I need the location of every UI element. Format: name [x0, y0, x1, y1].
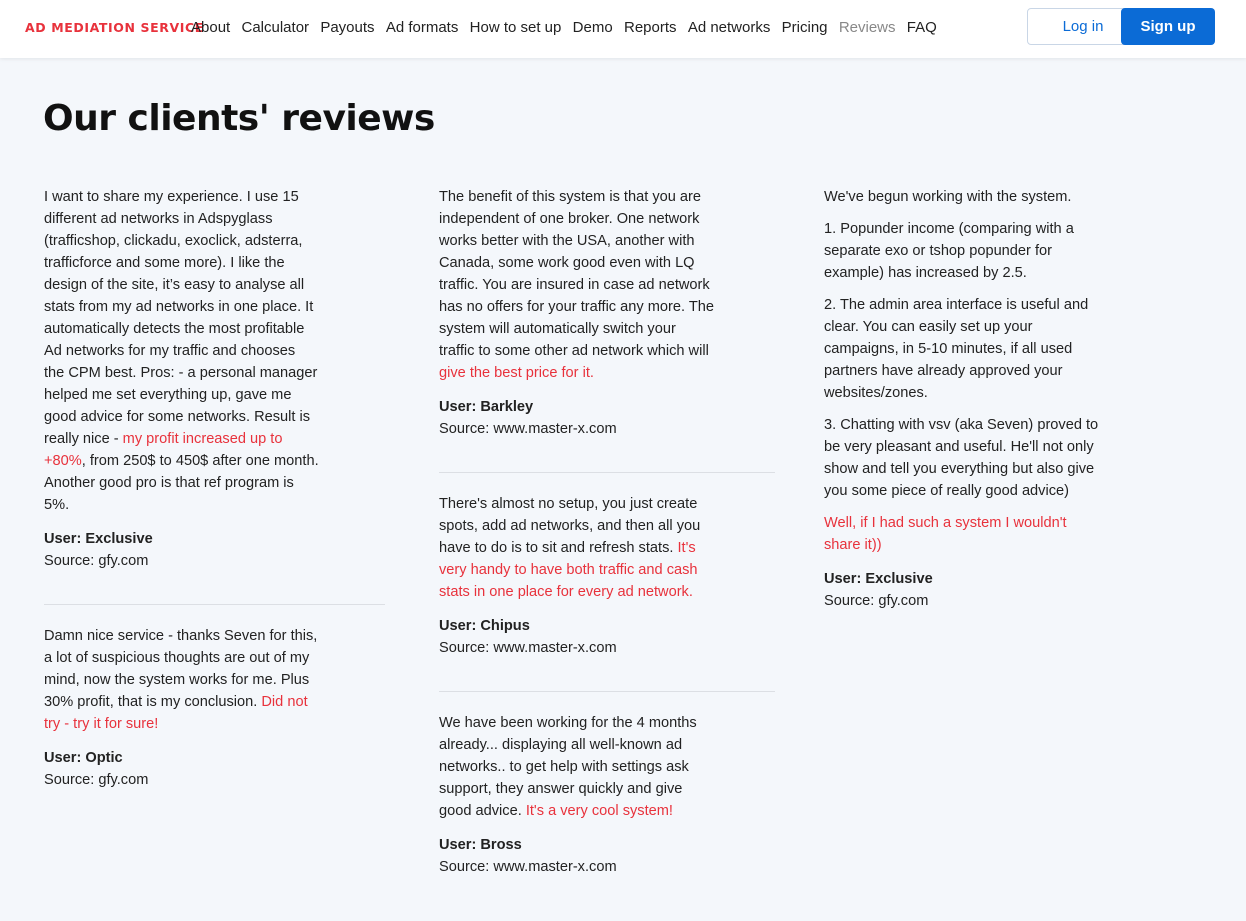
- nav-about[interactable]: About: [191, 19, 231, 36]
- review-text: Damn nice service - thanks Seven for this, a lot of suspicious thoughts are out of my mind, now the system works for me. Plus 30% profit, that is my conclusion. Did not try - try it for sure!: [44, 628, 318, 732]
- review-text: There's almost no setup, you just create spots, add ad networks, and then all you have to do is to sit and refresh stats. It's very handy to have both traffic and cash stats in one place for every ad network.: [439, 496, 701, 600]
- top-navigation-bar: [0, 0, 1246, 58]
- review-source: Source: www.master-x.com: [439, 859, 617, 875]
- nav-faq[interactable]: FAQ: [906, 19, 937, 36]
- review-source: Source: gfy.com: [824, 593, 929, 609]
- review-card: [44, 625, 385, 791]
- review-highlight: give the best price for it.: [439, 365, 594, 381]
- reviews-column-2: [439, 186, 775, 878]
- review-user: User: Chipus: [439, 618, 530, 634]
- review-text: 2. The admin area interface is useful and clear. You can easily set up your campaigns, in 5-10 minutes, if all used partners have already approved your websites/zones.: [824, 297, 1089, 401]
- review-text: I want to share my experience. I use 15 different ad networks in Adspyglass (trafficshop, clickadu, exoclick, adsterra, trafficforce and some more). I like the design of the site, it’s easy to analyse all stats from my ad networks in one place. It automatically detects the most profitable Ad networks for my traffic and chooses the CPM best. Pros: - a personal manager helped me set everything up, gave me good advice for some networks. Result is really nice - my profit increased up to +80%, from 250$ to 450$ after one month. Another good pro is that ref program is 5%.: [44, 189, 319, 513]
- review-card: [439, 186, 775, 440]
- nav-ad-networks[interactable]: Ad networks: [687, 19, 771, 36]
- review-text: We've begun working with the system.: [824, 189, 1072, 205]
- nav-pricing[interactable]: Pricing: [781, 19, 828, 36]
- review-source: Source: gfy.com: [44, 772, 149, 788]
- nav-ad-formats[interactable]: Ad formats: [385, 19, 459, 36]
- signup-button[interactable]: Sign up: [1121, 8, 1215, 45]
- divider: [439, 691, 775, 692]
- review-card: [44, 186, 385, 572]
- review-source: Source: www.master-x.com: [439, 640, 617, 656]
- review-text: 1. Popunder income (comparing with a separate exo or tshop popunder for example) has increased by 2.5.: [824, 221, 1074, 281]
- review-highlight: Did not try - try it for sure!: [44, 694, 308, 732]
- nav-payouts[interactable]: Payouts: [320, 19, 375, 36]
- review-highlight: It's very handy to have both traffic and cash stats in one place for every ad network.: [439, 540, 698, 600]
- review-highlight: Well, if I had such a system I wouldn't share it)): [824, 515, 1067, 553]
- nav-reports[interactable]: Reports: [623, 19, 677, 36]
- review-highlight: It's a very cool system!: [525, 803, 673, 819]
- reviews-column-1: [44, 186, 385, 791]
- review-card: [824, 186, 1104, 612]
- review-source: Source: gfy.com: [44, 553, 149, 569]
- divider: [439, 472, 775, 473]
- review-source: Source: www.master-x.com: [439, 421, 617, 437]
- review-user: User: Optic: [44, 750, 123, 766]
- review-text: The benefit of this system is that you are independent of one broker. One network works better with the USA, another with Canada, some work good even with LQ traffic. You are insured in case ad network has no offers for your traffic any more. The system will automatically switch your traffic to some other ad network which will give the best price for it.: [439, 189, 714, 381]
- review-user: User: Exclusive: [44, 531, 153, 547]
- nav-how-to-set-up[interactable]: How to set up: [469, 19, 562, 36]
- divider: [44, 604, 385, 605]
- main-nav: [191, 19, 948, 36]
- review-user: User: Exclusive: [824, 571, 933, 587]
- review-user: User: Barkley: [439, 399, 534, 415]
- review-card: [439, 712, 775, 878]
- reviews-column-3: [824, 186, 1104, 612]
- login-button[interactable]: Log in: [1027, 8, 1139, 45]
- site-logo[interactable]: AD MEDIATION SERVICE: [25, 20, 204, 35]
- nav-calculator[interactable]: Calculator: [241, 19, 310, 36]
- review-text: We have been working for the 4 months already... displaying all well-known ad networks.. to get help with settings ask support, they answer quickly and give good advice. It's a very cool system!: [439, 715, 697, 819]
- page-title: Our clients' reviews: [43, 98, 435, 139]
- review-user: User: Bross: [439, 837, 522, 853]
- nav-demo[interactable]: Demo: [572, 19, 613, 36]
- review-card: [439, 493, 775, 659]
- nav-reviews[interactable]: Reviews: [838, 19, 896, 36]
- review-text: 3. Chatting with vsv (aka Seven) proved to be very pleasant and useful. He'll not only show and tell you everything but also give you some piece of really good advice): [824, 417, 1099, 499]
- review-highlight: my profit increased up to +80%: [44, 431, 283, 469]
